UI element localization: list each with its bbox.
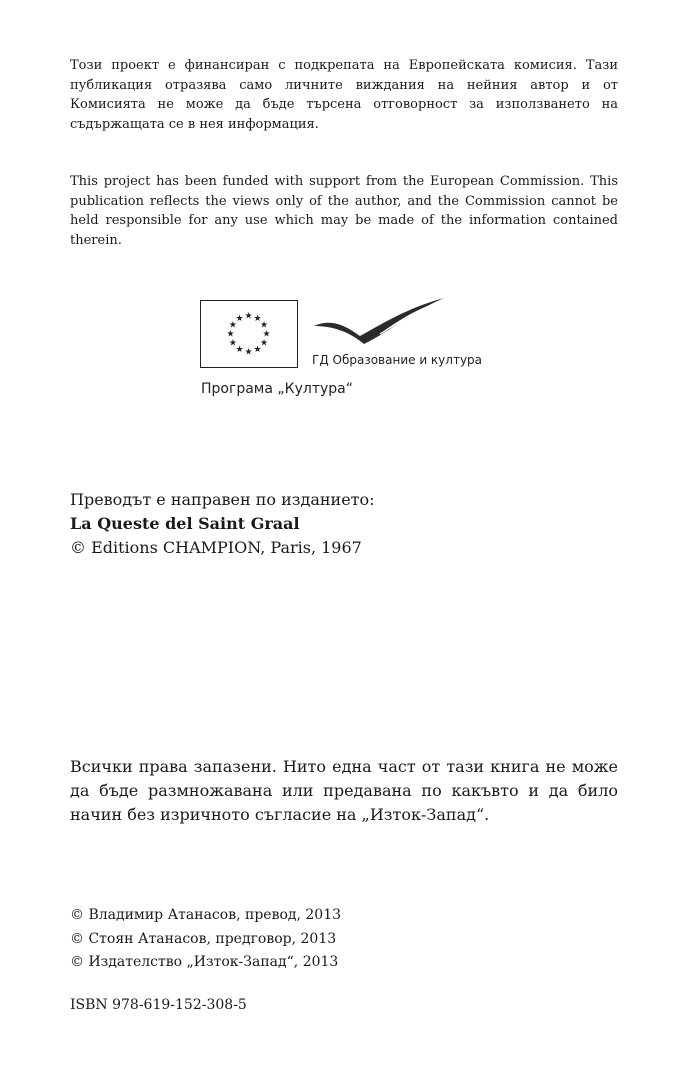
bird-logo-icon (312, 296, 452, 346)
source-edition-intro: Преводът е направен по изданието: (70, 490, 375, 509)
isbn: ISBN 978-619-152-308-5 (70, 997, 247, 1013)
rights-notice: Всички права запазени. Нито една част от тази книга не може да бъде размножавана или предавана по какъвто и да било начин без изричното съгласие на „Изток-Запад“. (70, 757, 618, 824)
dg-education-culture-label: ГД Образование и култура (312, 353, 483, 367)
eu-flag-icon (200, 300, 298, 368)
source-edition-copyright: © Editions CHAMPION, Paris, 1967 (70, 538, 362, 557)
svg-text:★: ★ (253, 345, 262, 356)
svg-text:★: ★ (226, 329, 235, 340)
svg-text:★: ★ (253, 313, 262, 324)
svg-text:★: ★ (262, 329, 271, 340)
culture-programme-label: Програма „Култура“ (201, 381, 353, 397)
credit-publisher: © Издателство „Изток-Запад“, 2013 (70, 954, 339, 970)
eu-stars-icon (201, 301, 296, 366)
credit-translation: © Владимир Атанасов, превод, 2013 (70, 907, 342, 923)
svg-text:★: ★ (228, 338, 237, 349)
disclaimer-english: This project has been funded with support from the European Commission. This publication reflects the views only of the author, and the Commission cannot be held responsible for any use which may be made of the information contained therein. (70, 174, 618, 248)
svg-text:★: ★ (235, 345, 244, 356)
credit-foreword: © Стоян Атанасов, предговор, 2013 (70, 931, 337, 947)
source-edition-title: La Queste del Saint Graal (70, 514, 300, 533)
svg-text:★: ★ (235, 313, 244, 324)
svg-text:★: ★ (260, 320, 269, 331)
svg-text:★: ★ (244, 347, 253, 358)
disclaimer-bulgarian: Този проект е финансиран с подкрепата на Европейската комисия. Тази публикация отразява само личните виждания на нейния автор и от Комисията не може да бъде търсена отговорност за използването на съдържащата се в нея информация. (70, 58, 618, 132)
svg-text:★: ★ (260, 338, 269, 349)
svg-text:★: ★ (244, 311, 253, 322)
svg-text:★: ★ (228, 320, 237, 331)
